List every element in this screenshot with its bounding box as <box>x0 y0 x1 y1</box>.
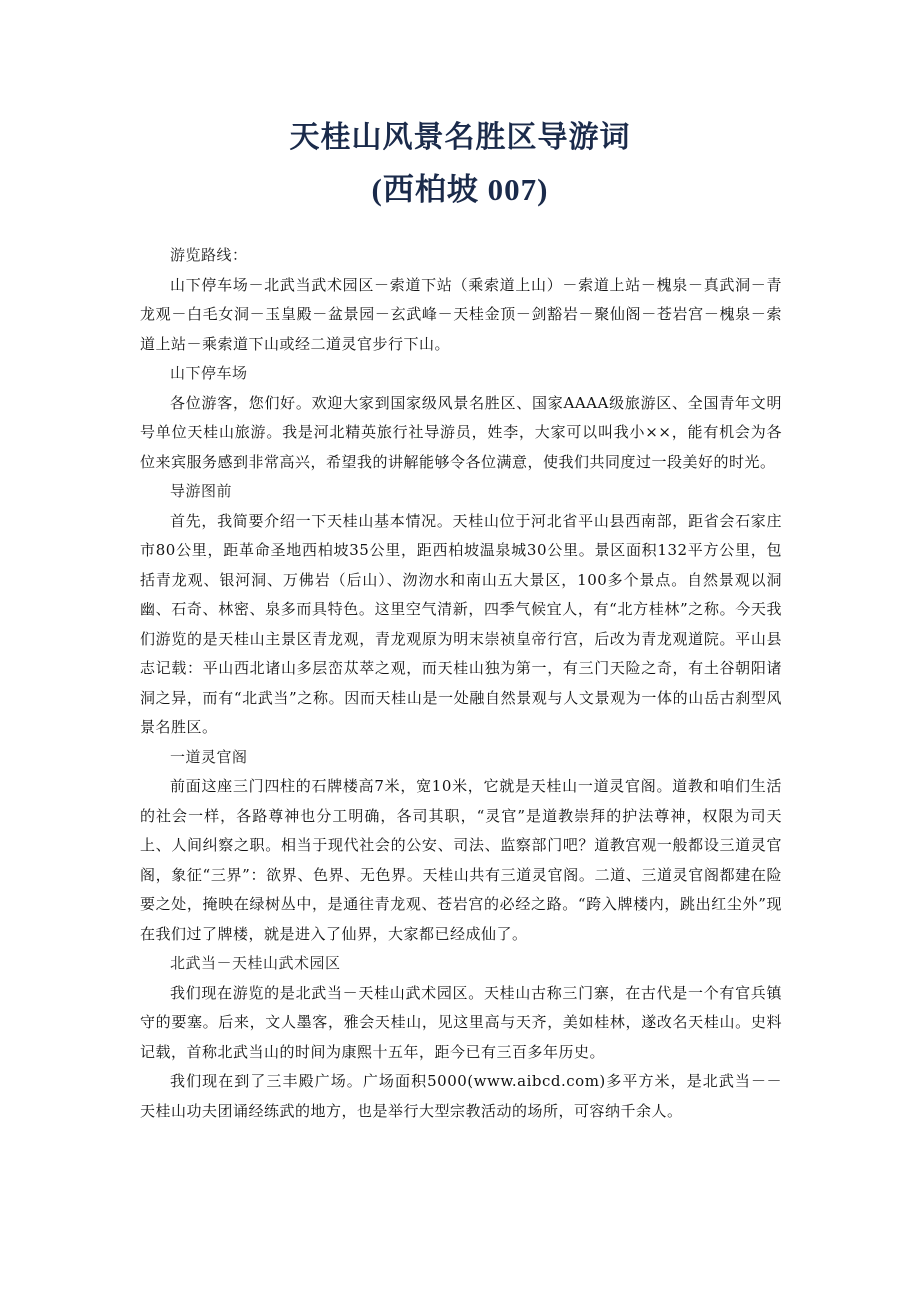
document-body <box>140 241 782 1126</box>
title-block <box>0 112 920 216</box>
section-heading-lingguan: 一道灵官阁 <box>170 747 248 766</box>
section-heading-map: 导游图前 <box>170 482 233 500</box>
section-heading-parking: 山下停车场 <box>170 364 248 382</box>
route-heading: 游览路线： <box>170 246 248 264</box>
wushu-paragraph: 我们现在游览的是北武当－天桂山武术园区。天桂山古称三门寨，在古代是一个有官兵镇守的要塞。后来，文人墨客，雅会天桂山，见这里高与天齐，美如桂林，遂改名天桂山。史料记载，首称北武当山的时间为康熙十五年，距今已有三百多年历史。 <box>140 983 782 1061</box>
welcome-paragraph: 各位游客，您们好。欢迎大家到国家级风景名胜区、国家AAAA级旅游区、全国青年文明号单位天桂山旅游。我是河北精英旅行社导游员，姓李，大家可以叫我小××，能有机会为各位来宾服务感到非常高兴，希望我的讲解能够令各位满意，使我们共同度过一段美好的时光。 <box>140 393 782 471</box>
section-heading-wushu: 北武当－天桂山武术园区 <box>170 954 341 972</box>
route-paragraph: 山下停车场－北武当武术园区－索道下站（乘索道上山）－索道上站－槐泉－真武洞－青龙观－白毛女洞－玉皇殿－盆景园－玄武峰－天桂金顶－剑豁岩－聚仙阁－苍岩宫－槐泉－索道上站－乘索道下山或经二道灵官步行下山。 <box>140 275 782 353</box>
document-title: 天桂山风景名胜区导游词 <box>289 120 631 155</box>
introduction-paragraph: 首先，我简要介绍一下天桂山基本情况。天桂山位于河北省平山县西南部，距省会石家庄市80公里，距革命圣地西柏坡35公里，距西柏坡温泉城30公里。景区面积132平方公里，包括青龙观、银河洞、万佛岩（后山）、沕沕水和南山五大景区，100多个景点。自然景观以洞幽、石奇、林密、泉多而具特色。这里空气清新，四季气候宜人，有“北方桂林”之称。今天我们游览的是天桂山主景区青龙观，青龙观原为明末崇祯皇帝行宫，后改为青龙观道院。平山县志记载：平山西北诸山多层峦苁萃之观，而天桂山独为第一，有三门天险之奇，有土谷朝阳诸洞之异，而有“北武当”之称。因而天桂山是一处融自然景观与人文景观为一体的山岳古刹型风景名胜区。 <box>140 511 782 736</box>
lingguan-paragraph: 前面这座三门四柱的石牌楼高7米，宽10米，它就是天桂山一道灵官阁。道教和咱们生活的社会一样，各路尊神也分工明确，各司其职，“灵官”是道教崇拜的护法尊神，权限为司天上、人间纠察之职。相当于现代社会的公安、司法、监察部门吧？道教宫观一般都设三道灵官阁，象征“三界”：欲界、色界、无色界。天桂山共有三道灵官阁。二道、三道灵官阁都建在险要之处，掩映在绿树丛中，是通往青龙观、苍岩宫的必经之路。“跨入牌楼内，跳出红尘外”现在我们过了牌楼，就是进入了仙界，大家都已经成仙了。 <box>140 777 782 943</box>
document-subtitle: (西柏坡 007) <box>371 172 549 207</box>
sanfeng-paragraph: 我们现在到了三丰殿广场。广场面积5000(www.aibcd.com)多平方米，是北武当－－天桂山功夫团诵经练武的地方，也是举行大型宗教活动的场所，可容纳千余人。 <box>140 1072 782 1120</box>
